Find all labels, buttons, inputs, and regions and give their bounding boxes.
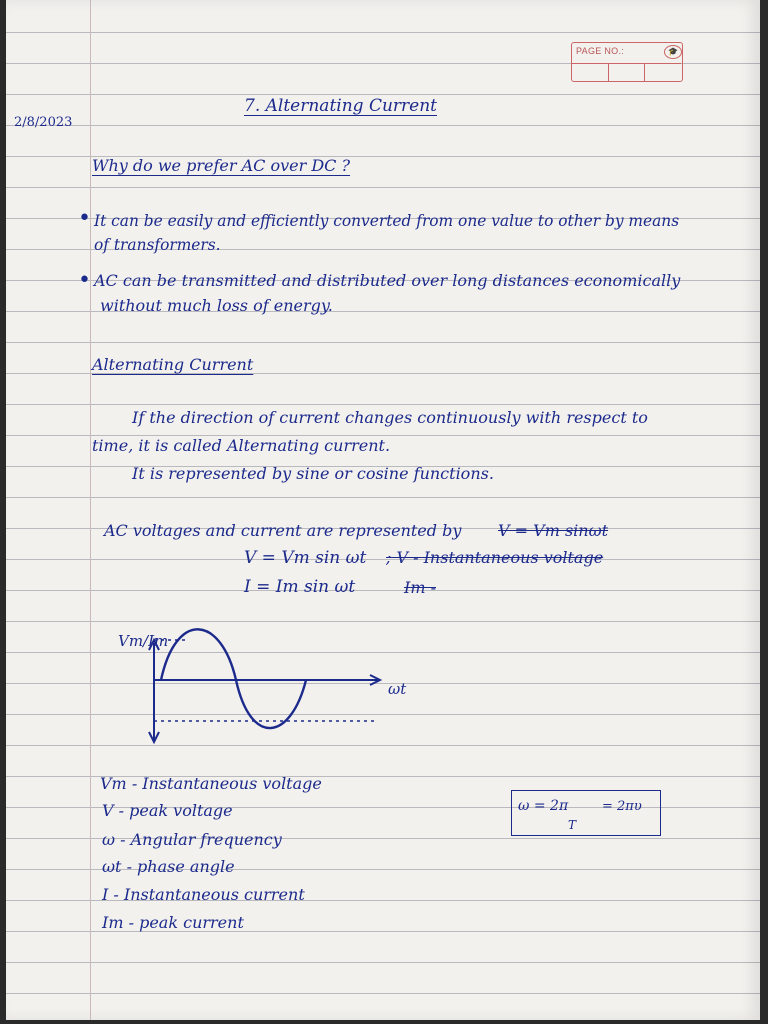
- current-equation: I = Im sin ωt: [244, 577, 356, 597]
- question-heading: Why do we prefer AC over DC ?: [92, 156, 351, 175]
- page-number-label: PAGE NO.:: [576, 46, 625, 56]
- legend-item: Im - peak current: [102, 913, 244, 932]
- bullet-1-line-1: It can be easily and efficiently converted from one value to other by means: [94, 212, 680, 230]
- bullet-2-line-1: AC can be transmitted and distributed over long distances economically: [94, 271, 681, 290]
- legend-item: I - Instantaneous current: [102, 885, 305, 904]
- legend-item: ω - Angular frequency: [102, 830, 282, 849]
- legend-item: ωt - phase angle: [102, 857, 235, 876]
- bullet-dot: •: [78, 206, 91, 231]
- bullet-1-line-2: of transformers.: [94, 236, 221, 254]
- voltage-equation: V = Vm sin ωt: [244, 548, 367, 568]
- sine-curve: [161, 629, 306, 728]
- definition-line-3: It is represented by sine or cosine functions.: [132, 464, 494, 483]
- mortarboard-icon: 🎓: [664, 45, 682, 59]
- current-note: Im -: [404, 578, 436, 597]
- bullet-2-line-2: without much loss of energy.: [100, 296, 333, 315]
- formula-denominator: T: [568, 818, 577, 832]
- date: 2/8/2023: [14, 115, 73, 130]
- definition-line-1: If the direction of current changes continuously with respect to: [132, 408, 648, 427]
- notebook-page: [6, 0, 760, 1020]
- graph-y-label: Vm/Im: [118, 632, 169, 650]
- formula-lhs: ω = 2π: [518, 798, 569, 814]
- voltage-note: ; V - Instantaneous voltage: [386, 548, 604, 567]
- formula-rhs: = 2πυ: [602, 799, 642, 814]
- definition-line-2: time, it is called Alternating current.: [92, 436, 391, 455]
- page-title: 7. Alternating Current: [244, 96, 437, 116]
- section-heading: Alternating Current: [92, 355, 254, 374]
- equations-intro: AC voltages and current are represented by: [104, 521, 462, 540]
- graph-x-label: ωt: [388, 680, 407, 698]
- formula-box: [511, 790, 661, 836]
- legend-item: V - peak voltage: [102, 801, 233, 820]
- struck-equation: V = Vm sinωt: [498, 521, 609, 540]
- legend-item: Vm - Instantaneous voltage: [100, 774, 322, 793]
- bullet-dot: •: [78, 268, 91, 293]
